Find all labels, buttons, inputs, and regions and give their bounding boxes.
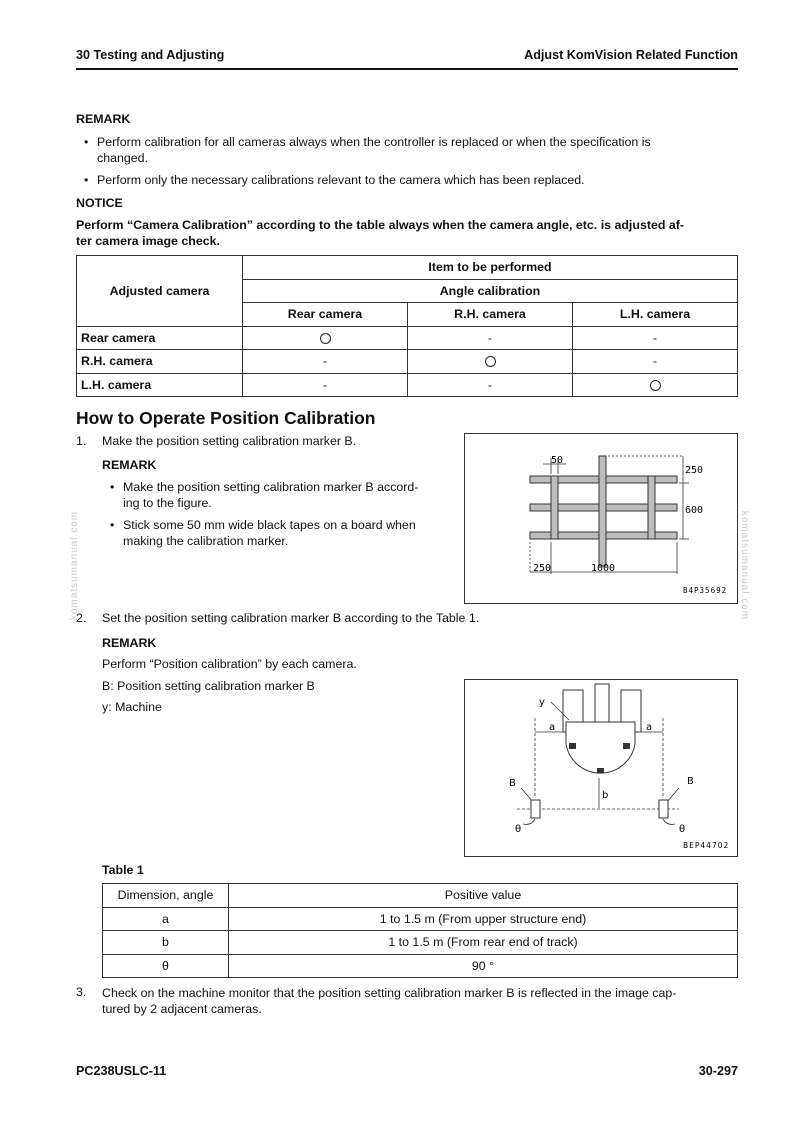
step-3-line-2: tured by 2 adjacent cameras. — [102, 1002, 262, 1016]
table-cell — [243, 326, 408, 350]
table-row — [103, 954, 738, 978]
watermark-right: komatsumanual.com — [739, 510, 751, 621]
marker-placement-figure — [464, 679, 738, 857]
section-title-header: Adjust KomVision Related Function — [524, 48, 738, 62]
table-cell: - — [573, 350, 738, 374]
chapter-title: 30 Testing and Adjusting — [76, 48, 225, 62]
step-1-bullet-2-cont: making the calibration marker. — [123, 534, 289, 548]
step-1-text: Make the position setting calibration marker B. — [102, 434, 357, 448]
table-row — [77, 373, 738, 397]
step-3-number: 3. — [76, 985, 87, 999]
figure-code: BEP44702 — [683, 841, 730, 850]
page-footer — [76, 1064, 738, 1078]
label-theta-left: θ — [515, 824, 522, 835]
label-a-left: a — [549, 722, 556, 733]
col-rh-camera: R.H. camera — [408, 303, 573, 327]
label-y: y — [539, 697, 545, 708]
table-cell: - — [243, 373, 408, 397]
camera-calibration-table — [76, 255, 738, 397]
row-label: R.H. camera — [77, 350, 243, 374]
dim-600: 600 — [685, 505, 704, 516]
table-cell: b — [103, 931, 229, 955]
adjusted-camera-header: Adjusted camera — [77, 256, 243, 327]
table-cell: 1 to 1.5 m (From rear end of track) — [229, 931, 738, 955]
table-header-row — [103, 884, 738, 908]
item-to-perform-header: Item to be performed — [243, 256, 738, 280]
table-cell — [408, 350, 573, 374]
label-a-right: a — [646, 722, 653, 733]
table-cell: 90 ° — [229, 954, 738, 978]
step-2-line-2: B: Position setting calibration marker B — [102, 679, 315, 693]
marker-grid-diagram — [465, 434, 737, 603]
table-cell: a — [103, 907, 229, 931]
table-1-title: Table 1 — [102, 863, 144, 877]
page-number: 30-297 — [698, 1064, 738, 1078]
col-rear-camera: Rear camera — [243, 303, 408, 327]
dim-250-bottom: 250 — [533, 563, 552, 574]
table-row — [103, 907, 738, 931]
dim-50: 50 — [551, 455, 564, 466]
angle-calibration-header: Angle calibration — [243, 279, 738, 303]
calibration-marker-figure — [464, 433, 738, 604]
dimension-table — [102, 883, 738, 978]
step-2-line-3: y: Machine — [102, 700, 162, 714]
step-1-remark-title: REMARK — [102, 458, 157, 472]
circle-mark — [485, 356, 496, 367]
col-lh-camera: L.H. camera — [573, 303, 738, 327]
step-1-bullet-1-cont: ing to the figure. — [123, 496, 212, 510]
table-cell: - — [573, 326, 738, 350]
notice-line-2: ter camera image check. — [76, 234, 220, 248]
label-B-right: B — [687, 776, 694, 787]
step-2-line-1: Perform “Position calibration” by each camera. — [102, 657, 357, 671]
label-theta-right: θ — [679, 824, 686, 835]
step-3-line-1: Check on the machine monitor that the position setting calibration marker B is reflected in the image cap- — [102, 986, 677, 1000]
table-cell: - — [408, 326, 573, 350]
dim-250-top: 250 — [685, 465, 704, 476]
notice-title: NOTICE — [76, 196, 123, 210]
step-1-bullet-2: • Stick some 50 mm wide black tapes on a board when — [123, 517, 416, 533]
remark-title: REMARK — [76, 112, 131, 126]
table-cell: - — [408, 373, 573, 397]
notice-line-1: Perform “Camera Calibration” according to the table always when the camera angle, etc. is adjusted af- — [76, 218, 685, 232]
dim-1000: 1000 — [591, 563, 616, 574]
remark-bullet-1-cont: changed. — [97, 151, 148, 165]
table-cell: 1 to 1.5 m (From upper structure end) — [229, 907, 738, 931]
step-2-number: 2. — [76, 611, 87, 625]
circle-mark — [320, 333, 331, 344]
table-cell: - — [243, 350, 408, 374]
row-label: Rear camera — [77, 326, 243, 350]
table-cell — [573, 373, 738, 397]
table-row — [77, 350, 738, 374]
table-row — [103, 931, 738, 955]
table-cell: θ — [103, 954, 229, 978]
circle-mark — [650, 380, 661, 391]
header-value: Positive value — [229, 884, 738, 908]
step-1-number: 1. — [76, 434, 87, 448]
step-2-remark-title: REMARK — [102, 636, 157, 650]
row-label: L.H. camera — [77, 373, 243, 397]
label-B-left: B — [509, 778, 516, 789]
section-heading: How to Operate Position Calibration — [76, 408, 376, 428]
label-b: b — [602, 790, 609, 801]
header-dimension: Dimension, angle — [103, 884, 229, 908]
table-row — [77, 326, 738, 350]
machine-top-view-diagram — [465, 680, 737, 856]
figure-code: B4P35692 — [683, 586, 728, 595]
watermark-left: komatsumanual.com — [69, 510, 81, 621]
remark-bullet-1: • Perform calibration for all cameras always when the controller is replaced or when the specification is — [97, 134, 738, 150]
page-header — [76, 48, 738, 70]
model-number: PC238USLC-11 — [76, 1064, 167, 1078]
remark-bullet-2: • Perform only the necessary calibrations relevant to the camera which has been replaced. — [97, 172, 585, 188]
step-2-text: Set the position setting calibration marker B according to the Table 1. — [102, 611, 480, 625]
step-1-bullet-1: • Make the position setting calibration marker B accord- — [123, 479, 418, 495]
